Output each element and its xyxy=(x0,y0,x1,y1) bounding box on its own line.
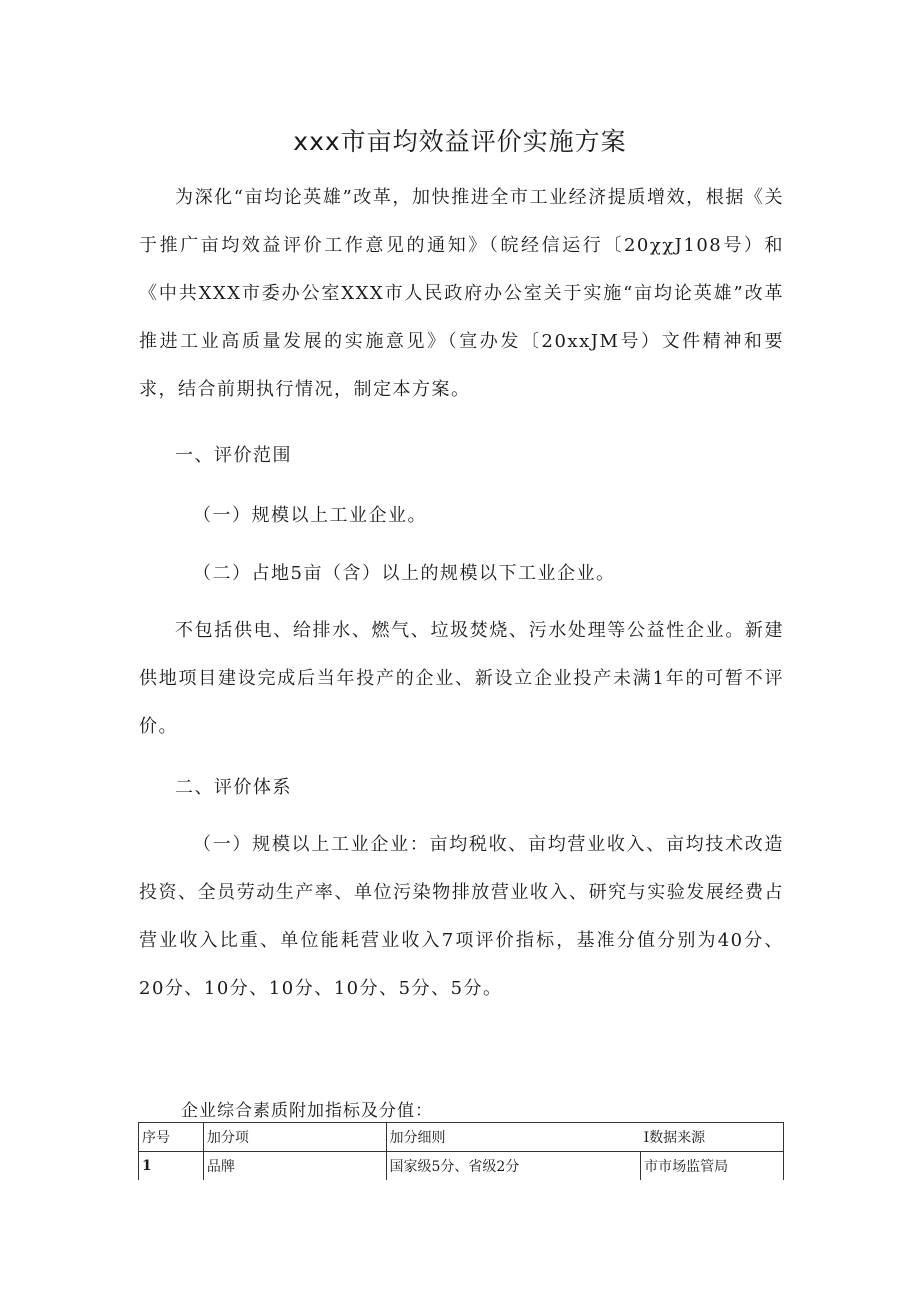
header-cell-index: 序号 xyxy=(139,1123,204,1152)
table-header-row xyxy=(139,1123,784,1152)
header-cell-rules: 加分细则 xyxy=(386,1123,641,1152)
row-cell-item: 品牌 xyxy=(203,1152,386,1181)
intro-paragraph: 为深化“亩均论英雄”改革，加快推进全市工业经济提质增效，根据《关于推广亩均效益评价工作意见的通知》（皖经信运行〔20χχJ108号）和《中共XXX市委办公室XXX市人民政府办公室关于实施“亩均论英雄”改革推进工业高质量发展的实施意见》（宣办发〔20xxJM号）文件精神和要求，结合前期执行情况，制定本方案。 xyxy=(139,187,784,400)
section-heading-scope: 一、评价范围 xyxy=(175,445,292,466)
row-cell-source: 市市场监管局 xyxy=(641,1152,784,1181)
bonus-indicator-table xyxy=(138,1122,784,1180)
row-cell-index: 1 xyxy=(139,1152,204,1181)
scope-item-2: （二）占地5亩（含）以上的规模以下工业企业。 xyxy=(193,563,616,584)
header-cell-source: I数据来源 xyxy=(641,1123,784,1152)
document-title: xxx市亩均效益评价实施方案 xyxy=(293,127,627,156)
table-caption: 企业综合素质附加指标及分值： xyxy=(181,1101,433,1121)
scope-item-1: （一）规模以上工业企业。 xyxy=(193,505,427,526)
header-cell-item: 加分项 xyxy=(203,1123,386,1152)
system-item-1: （一）规模以上工业企业：亩均税收、亩均营业收入、亩均技术改造投资、全员劳动生产率、单位污染物排放营业收入、研究与实验发展经费占营业收入比重、单位能耗营业收入7项评价指标，基准分值分别为40分、20分、10分、10分、10分、5分、5分。 xyxy=(139,834,784,999)
scope-exclusion-paragraph: 不包括供电、给排水、燃气、垃圾焚烧、污水处理等公益性企业。新建供地项目建设完成后当年投产的企业、新设立企业投产未满1年的可暂不评价。 xyxy=(139,620,784,737)
table-row xyxy=(139,1152,784,1181)
row-cell-rules: 国家级5分、省级2分 xyxy=(386,1152,641,1181)
section-heading-system: 二、评价体系 xyxy=(175,777,292,798)
